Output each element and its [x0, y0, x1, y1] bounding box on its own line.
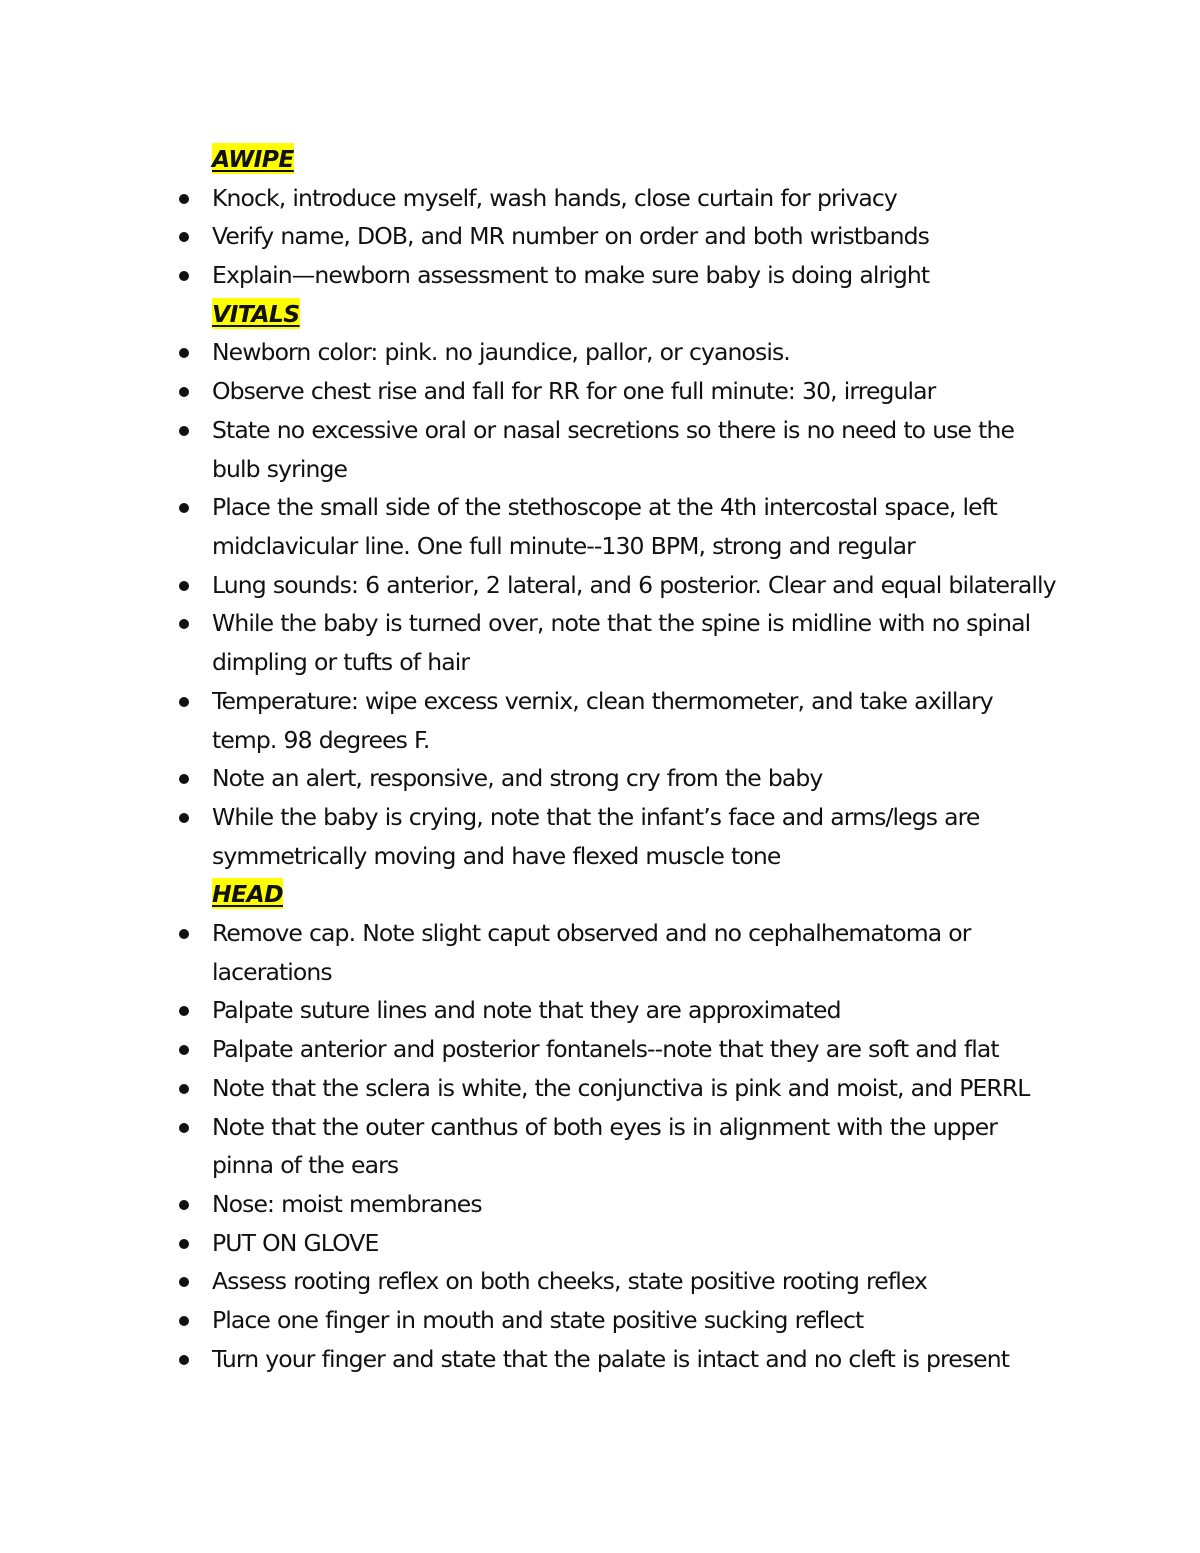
bullet-icon: [179, 333, 191, 372]
list-item: [212, 991, 1062, 1030]
list-item-text: Verify name, DOB, and MR number on order and both wristbands: [212, 222, 929, 251]
bullet-icon: [179, 411, 191, 450]
list-item-text: Knock, introduce myself, wash hands, close curtain for privacy: [212, 183, 897, 212]
list-item-text: State no excessive oral or nasal secretions so there is no need to use the bulb syringe: [212, 415, 1015, 483]
list-item: [212, 1185, 1062, 1224]
bullet-icon: [179, 372, 191, 411]
checklist: [212, 179, 1062, 295]
bullet-icon: [179, 1224, 191, 1263]
bullet-icon: [179, 914, 191, 953]
list-item-text: Place one finger in mouth and state positive sucking reflect: [212, 1306, 864, 1335]
list-item-text: Assess rooting reflex on both cheeks, state positive rooting reflex: [212, 1267, 927, 1296]
bullet-icon: [179, 604, 191, 643]
bullet-icon: [179, 179, 191, 218]
list-item-text: Palpate anterior and posterior fontanels--note that they are soft and flat: [212, 1035, 999, 1064]
checklist: [212, 333, 1062, 875]
bullet-icon: [179, 798, 191, 837]
list-item-text: Note an alert, responsive, and strong cry from the baby: [212, 764, 823, 793]
bullet-icon: [179, 217, 191, 256]
checklist: [212, 914, 1062, 1378]
bullet-icon: [179, 1030, 191, 1069]
bullet-icon: [179, 1185, 191, 1224]
highlighted-heading-text: VITALS: [212, 299, 300, 328]
list-item: [212, 256, 1062, 295]
bullet-icon: [179, 1262, 191, 1301]
list-item: [212, 488, 1062, 565]
list-item-text: Newborn color: pink. no jaundice, pallor, or cyanosis.: [212, 338, 790, 367]
list-item-text: While the baby is turned over, note that the spine is midline with no spinal dimpling or tufts of hair: [212, 609, 1031, 677]
list-item: [212, 914, 1062, 991]
bullet-icon: [179, 1108, 191, 1147]
highlighted-heading-text: AWIPE: [212, 145, 294, 173]
section-awipe: [212, 140, 1062, 295]
bullet-icon: [179, 488, 191, 527]
list-item: [212, 682, 1062, 759]
list-item: [212, 333, 1062, 372]
bullet-icon: [179, 566, 191, 605]
list-item-text: Nose: moist membranes: [212, 1189, 482, 1218]
list-item: [212, 566, 1062, 605]
highlighted-heading-text: HEAD: [212, 880, 284, 909]
bullet-icon: [179, 991, 191, 1030]
list-item: [212, 372, 1062, 411]
list-item-text: Explain—newborn assessment to make sure baby is doing alright: [212, 261, 930, 290]
document-content: [212, 140, 1062, 1378]
list-item: [212, 1108, 1062, 1185]
list-item: [212, 217, 1062, 256]
list-item: [212, 1069, 1062, 1108]
list-item: [212, 179, 1062, 218]
list-item-text: Lung sounds: 6 anterior, 2 lateral, and 6 posterior. Clear and equal bilaterally: [212, 570, 1056, 599]
section-heading: [212, 295, 1062, 334]
list-item-text: Palpate suture lines and note that they are approximated: [212, 996, 841, 1025]
list-item-text: Turn your finger and state that the palate is intact and no cleft is present: [212, 1344, 1010, 1373]
section-heading: [212, 140, 1062, 179]
list-item: [212, 1340, 1062, 1379]
list-item-text: Place the small side of the stethoscope at the 4th intercostal space, left midclavicular line. One full minute--130 BPM, strong and regular: [212, 493, 997, 560]
list-item: [212, 798, 1062, 875]
list-item-text: Note that the sclera is white, the conjunctiva is pink and moist, and PERRL: [212, 1073, 1030, 1102]
list-item-text: Observe chest rise and fall for RR for one full minute: 30, irregular: [212, 377, 936, 406]
bullet-icon: [179, 1069, 191, 1108]
section-heading: [212, 875, 1062, 914]
bullet-icon: [179, 1301, 191, 1340]
list-item: [212, 1262, 1062, 1301]
list-item: [212, 1224, 1062, 1263]
list-item: [212, 1301, 1062, 1340]
list-item-text: PUT ON GLOVE: [212, 1228, 379, 1257]
list-item-text: Temperature: wipe excess vernix, clean thermometer, and take axillary temp. 98 degrees F.: [212, 686, 993, 754]
list-item: [212, 604, 1062, 681]
list-item-text: While the baby is crying, note that the infant’s face and arms/legs are symmetrically moving and have flexed muscle tone: [212, 802, 980, 870]
bullet-icon: [179, 256, 191, 295]
list-item-text: Note that the outer canthus of both eyes is in alignment with the upper pinna of the ears: [212, 1112, 998, 1180]
section-head: [212, 875, 1062, 1378]
bullet-icon: [179, 682, 191, 721]
list-item: [212, 759, 1062, 798]
list-item: [212, 1030, 1062, 1069]
list-item-text: Remove cap. Note slight caput observed and no cephalhematoma or lacerations: [212, 919, 971, 986]
list-item: [212, 411, 1062, 488]
bullet-icon: [179, 759, 191, 798]
bullet-icon: [179, 1340, 191, 1379]
section-vitals: [212, 295, 1062, 876]
